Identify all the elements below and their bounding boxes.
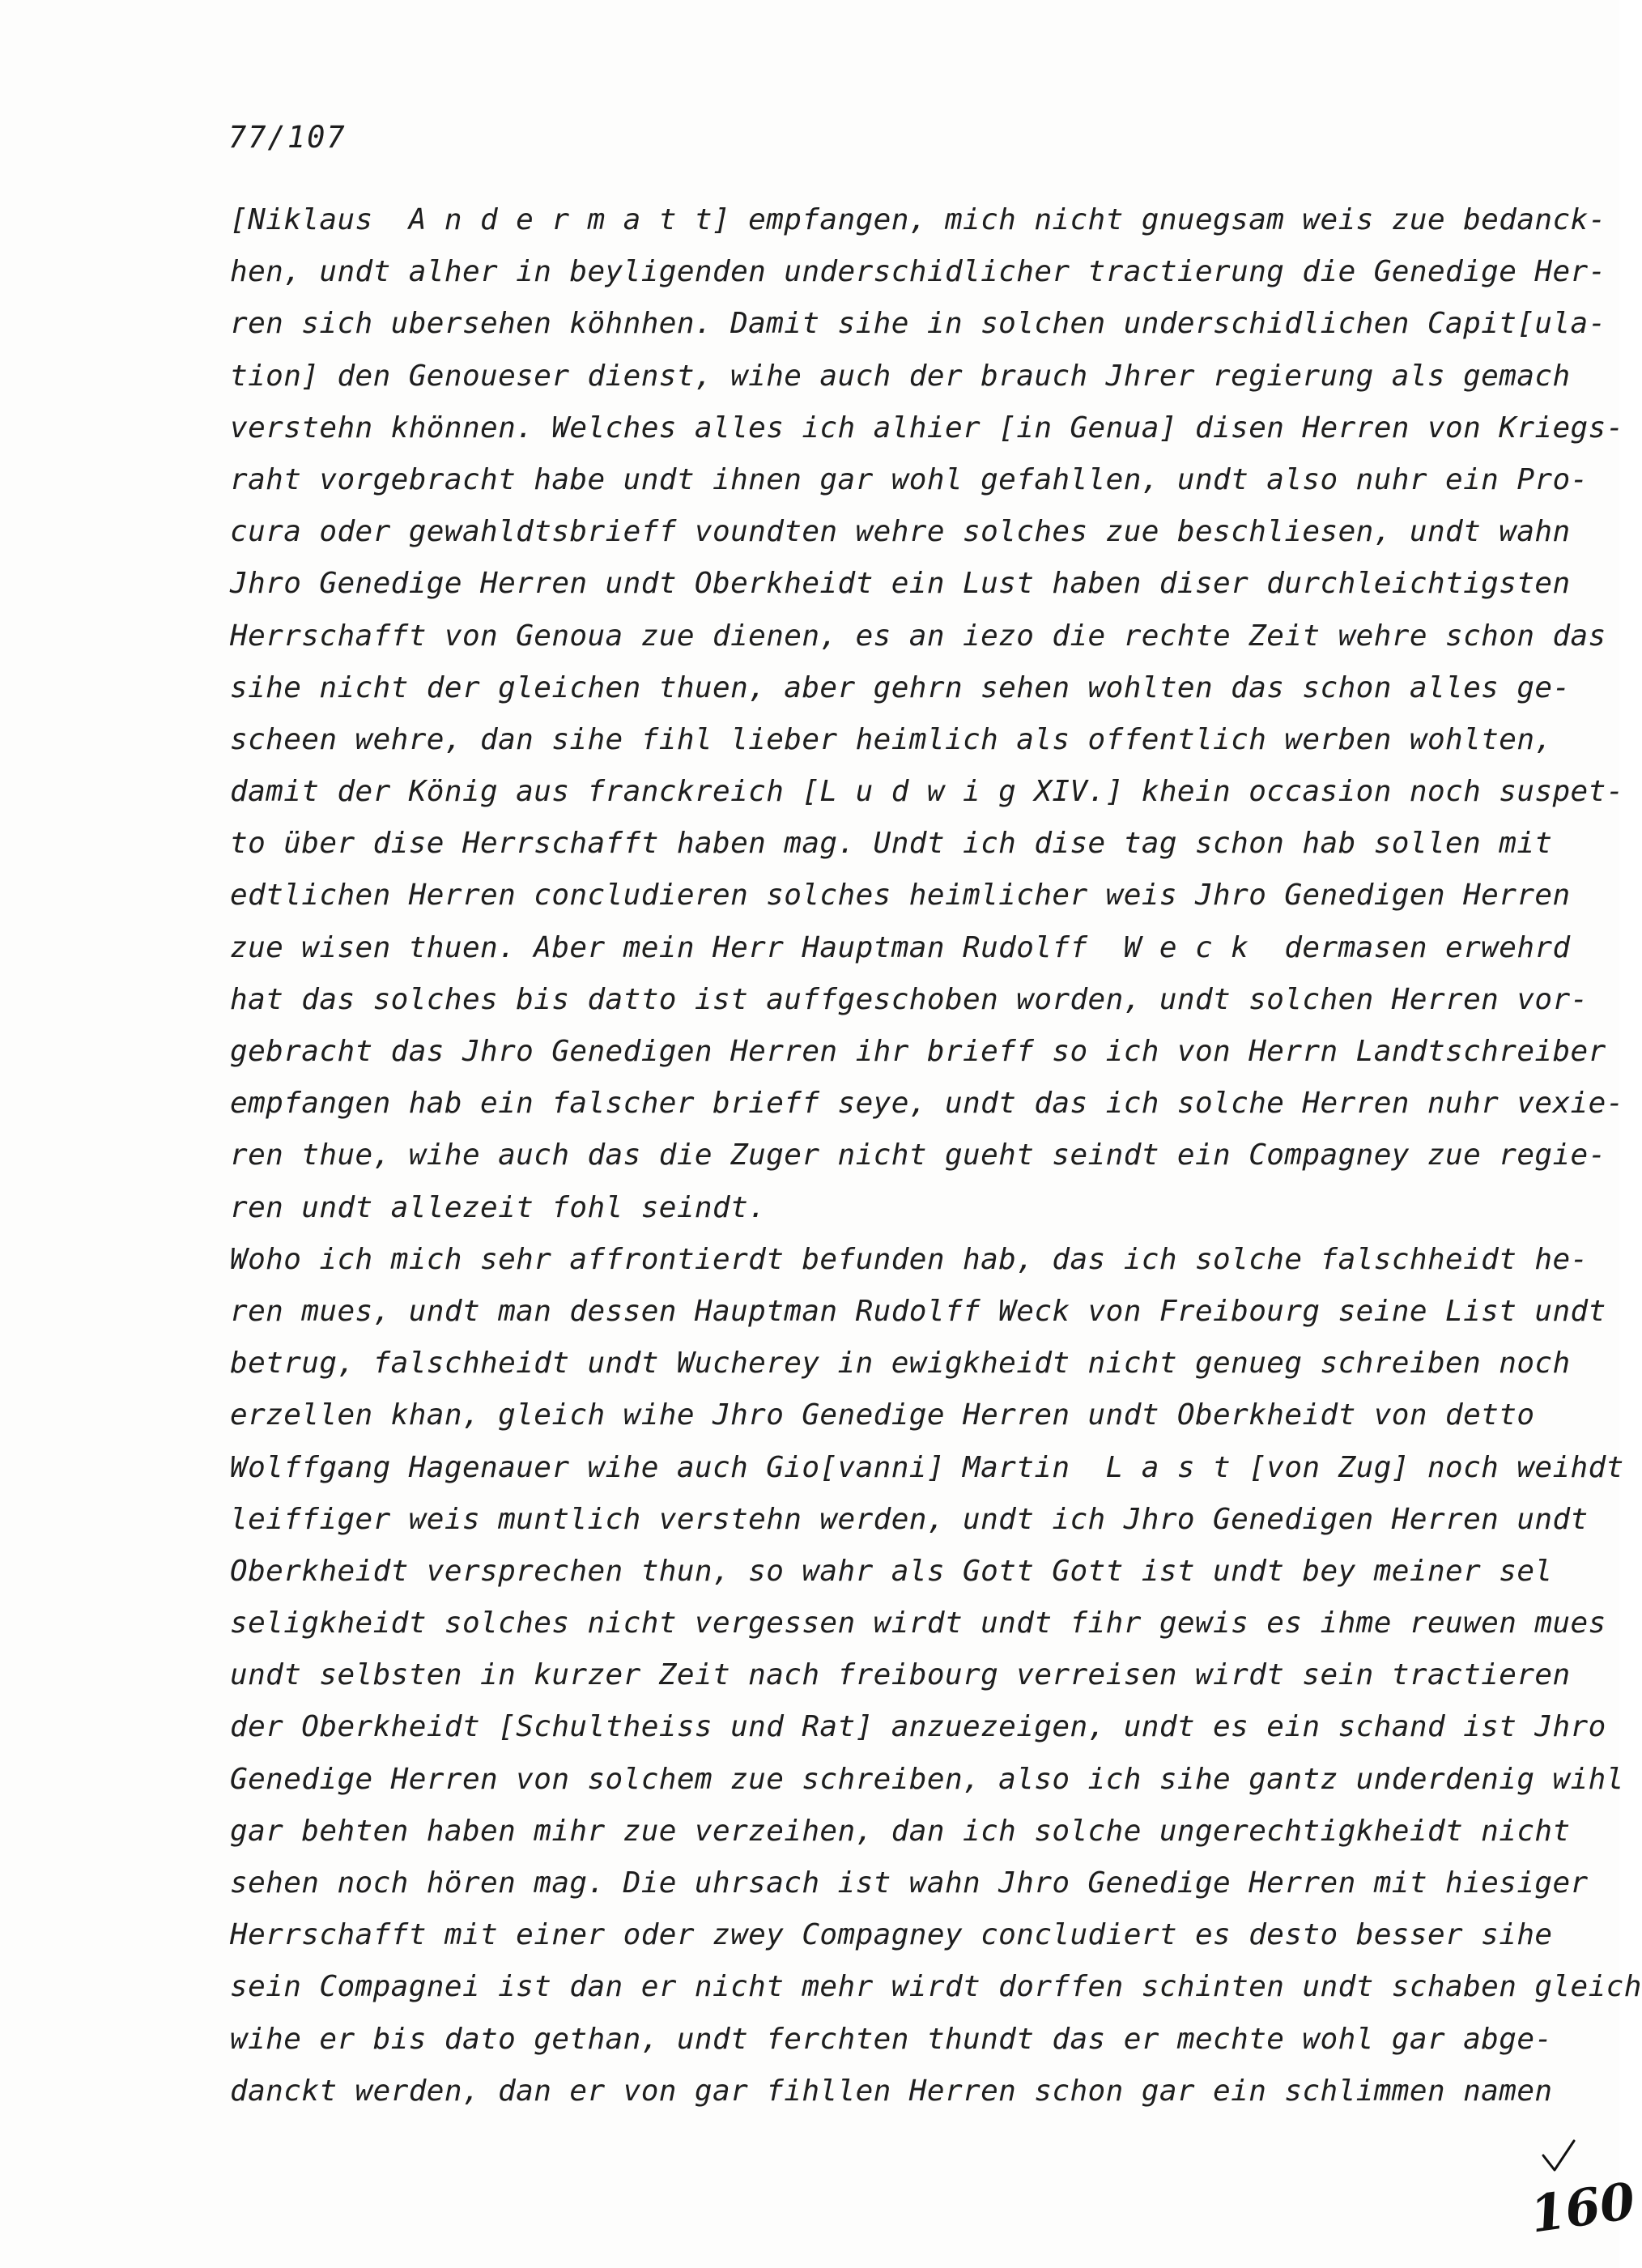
text-line: scheen wehre, dan sihe fihl lieber heimlich als offentlich werben wohlten,: [230, 722, 1553, 756]
text-line: Herrschafft von Genoua zue dienen, es an iezo die rechte Zeit wehre schon das: [230, 619, 1606, 653]
text-line: zue wisen thuen. Aber mein Herr Hauptman Rudolff W e c k dermasen erwehrd: [230, 930, 1571, 964]
text-line: Oberkheidt versprechen thun, so wahr als Gott Gott ist undt bey meiner sel: [230, 1554, 1553, 1588]
text-line: Jhro Genedige Herren undt Oberkheidt ein Lust haben diser durchleichtigsten: [230, 567, 1571, 601]
text-line: ren sich ubersehen köhnhen. Damit sihe in solchen underschidlichen Capit[ula-: [230, 307, 1606, 341]
text-line: empfangen hab ein falscher brieff seye, undt das ich solche Herren nuhr vexie-: [230, 1087, 1624, 1121]
text-line: tion] den Genoueser dienst, wihe auch der brauch Jhrer regierung als gemach: [230, 359, 1571, 393]
text-line: damit der König aus franckreich [L u d w i g XIV.] khein occasion noch suspet-: [230, 775, 1624, 809]
text-line: Herrschafft mit einer oder zwey Compagney concludiert es desto besser sihe: [230, 1918, 1553, 1952]
checkmark-icon: [1538, 2138, 1579, 2178]
transcription-body: [230, 194, 1642, 2117]
text-line: sein Compagnei ist dan er nicht mehr wirdt dorffen schinten undt schaben gleich: [230, 1970, 1642, 2004]
text-line: undt selbsten in kurzer Zeit nach freibourg verreisen wirdt sein tractieren: [230, 1658, 1571, 1692]
folio-number: 160: [1526, 2171, 1639, 2245]
text-line: seligkheidt solches nicht vergessen wirdt undt fihr gewis es ihme reuwen mues: [230, 1606, 1606, 1640]
text-line: [Niklaus A n d e r m a t t] empfangen, mich nicht gnuegsam weis zue bedanck-: [230, 203, 1606, 236]
text-line: cura oder gewahldtsbrieff voundten wehre solches zue beschliesen, undt wahn: [230, 515, 1571, 549]
text-line: der Oberkheidt [Schultheiss und Rat] anzuezeigen, undt es ein schand ist Jhro: [230, 1710, 1606, 1744]
text-line: danckt werden, dan er von gar fihllen Herren schon gar ein schlimmen namen: [230, 2074, 1553, 2108]
text-line: raht vorgebracht habe undt ihnen gar wohl gefahllen, undt also nuhr ein Pro-: [230, 462, 1589, 496]
page-reference: 77/107: [228, 120, 347, 155]
text-line: sehen noch hören mag. Die uhrsach ist wahn Jhro Genedige Herren mit hiesiger: [230, 1866, 1589, 1900]
text-line: verstehn khönnen. Welches alles ich alhier [in Genua] disen Herren von Kriegs-: [230, 411, 1624, 445]
text-line: to über dise Herrschafft haben mag. Undt ich dise tag schon hab sollen mit: [230, 827, 1553, 861]
text-line: edtlichen Herren concludieren solches heimlicher weis Jhro Genedigen Herren: [230, 879, 1571, 913]
text-line: wihe er bis dato gethan, undt ferchten thundt das er mechte wohl gar abge-: [230, 2022, 1553, 2056]
text-line: gebracht das Jhro Genedigen Herren ihr brieff so ich von Herrn Landtschreiber: [230, 1035, 1606, 1068]
text-line: leiffiger weis muntlich verstehn werden, undt ich Jhro Genedigen Herren undt: [230, 1502, 1589, 1536]
text-line: ren undt allezeit fohl seindt.: [230, 1190, 767, 1224]
text-line: hat das solches bis datto ist auffgeschoben worden, undt solchen Herren vor-: [230, 982, 1589, 1016]
text-line: betrug, falschheidt undt Wucherey in ewigkheidt nicht genueg schreiben noch: [230, 1347, 1571, 1381]
text-line: sihe nicht der gleichen thuen, aber gehrn sehen wohlten das schon alles ge-: [230, 670, 1571, 704]
text-line: Wolffgang Hagenauer wihe auch Gio[vanni] Martin L a s t [von Zug] noch weihdt: [230, 1450, 1624, 1484]
text-line: Woho ich mich sehr affrontierdt befunden hab, das ich solche falschheidt he-: [230, 1242, 1589, 1276]
text-line: hen, undt alher in beyligenden underschidlicher tractierung die Genedige Her-: [230, 255, 1606, 289]
text-line: ren mues, undt man dessen Hauptman Rudolff Weck von Freibourg seine List undt: [230, 1294, 1606, 1328]
text-line: Genedige Herren von solchem zue schreiben, also ich sihe gantz underdenig wihl: [230, 1762, 1624, 1796]
text-line: gar behten haben mihr zue verzeihen, dan ich solche ungerechtigkheidt nicht: [230, 1814, 1571, 1848]
text-line: ren thue, wihe auch das die Zuger nicht gueht seindt ein Compagney zue regie-: [230, 1138, 1606, 1172]
text-line: erzellen khan, gleich wihe Jhro Genedige Herren undt Oberkheidt von detto: [230, 1398, 1535, 1432]
